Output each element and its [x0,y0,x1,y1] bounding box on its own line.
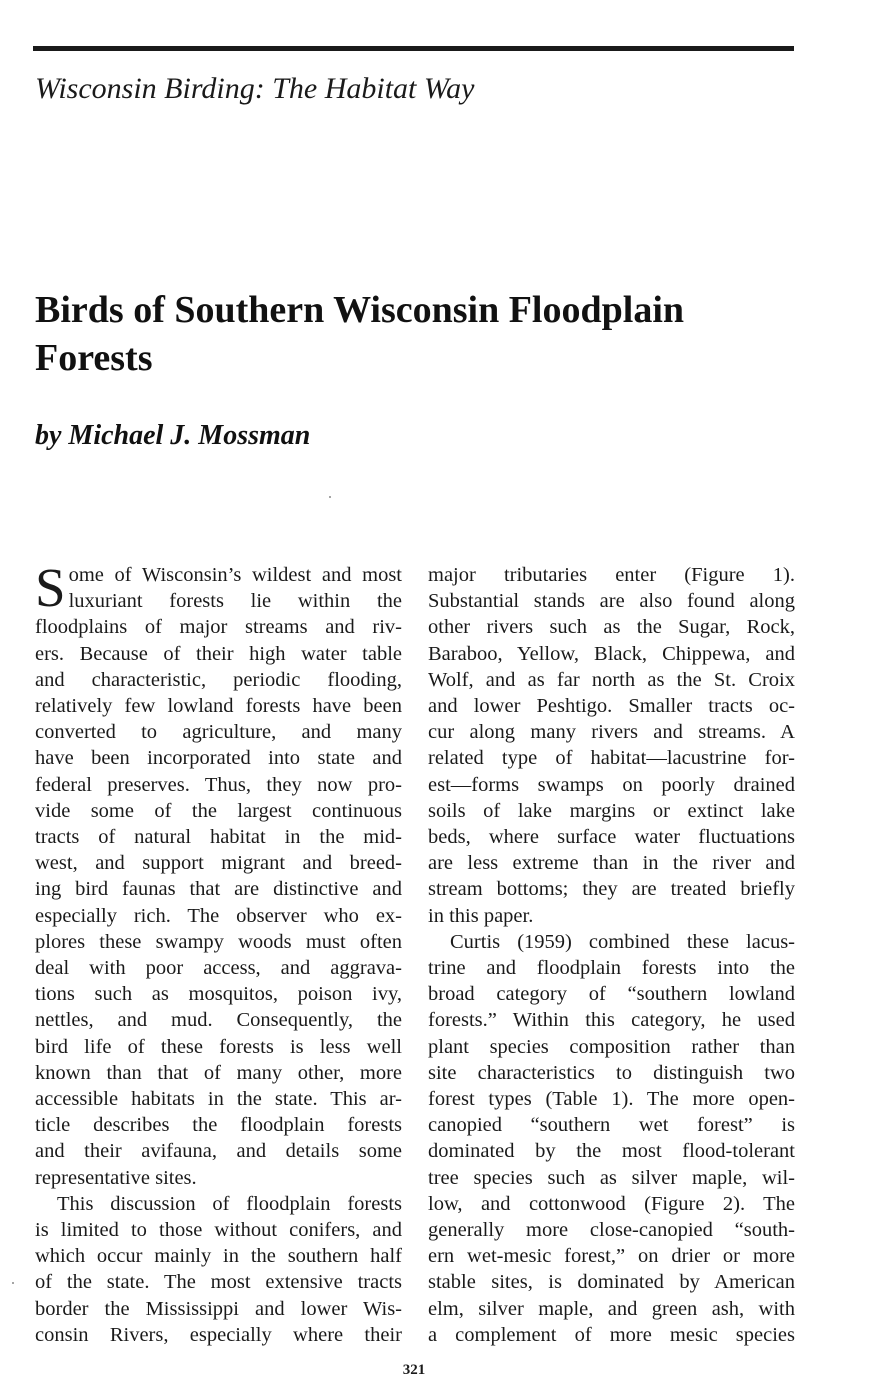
text-line: est—forms swamps on poorly drained [428,773,795,796]
text-line: forests.” Within this category, he used [428,1009,795,1032]
text-line: consin Rivers, especially where their [35,1323,402,1346]
left-column [35,557,402,1348]
text-line: Wolf, and as far north as the St. Croix [428,668,795,691]
text-line: ticle describes the floodplain forests [35,1114,402,1137]
text-line: deal with poor access, and aggrava- [35,957,402,980]
text-line: accessible habitats in the state. This ar- [35,1088,402,1111]
text-line: luxuriant forests lie within the [68,590,402,613]
text-line: trine and floodplain forests into the [428,957,795,980]
text-line: other rivers such as the Sugar, Rock, [428,616,795,639]
text-line: representative sites. [35,1166,197,1189]
right-column [428,562,795,1348]
text-line: dominated by the most flood-tolerant [428,1140,795,1163]
text-line: ers. Because of their high water table [35,642,402,665]
text-line: stream bottoms; they are treated briefly [428,878,795,901]
page-number: 321 [402,1362,426,1378]
text-line: generally more close-canopied “south- [428,1219,795,1242]
byline: by Michael J. Mossman [35,420,311,451]
text-line: in this paper. [428,904,534,927]
article-title [35,286,795,382]
text-line: and characteristic, periodic flooding, [35,668,402,691]
text-line: tions such as mosquitos, poison ivy, [35,983,402,1006]
text-line: This discussion of floodplain forests [57,1192,402,1215]
text-line: floodplains of major streams and riv- [35,616,402,639]
text-line: elm, silver maple, and green ash, with [428,1297,795,1320]
text-line: especially rich. The observer who ex- [35,904,402,927]
text-line: ome of Wisconsin’s wildest and most [68,564,402,586]
text-line: plores these swampy woods must often [35,930,402,953]
text-line: and lower Peshtigo. Smaller tracts oc- [428,695,795,718]
text-line: related type of habitat—lacustrine for- [428,747,795,770]
text-line: tracts of natural habitat in the mid- [35,826,402,849]
drop-cap: S [35,557,66,618]
text-line: site characteristics to distinguish two [428,1061,795,1084]
text-line: west, and support migrant and breed- [35,852,402,875]
title-line-2: Forests [35,337,153,379]
text-line: and their avifauna, and details some [35,1140,402,1163]
scan-speck [12,1282,14,1284]
text-line: which occur mainly in the southern half [35,1245,402,1268]
text-line: a complement of more mesic species [428,1323,795,1346]
text-line: tree species such as silver maple, wil- [428,1166,795,1189]
scan-speck [329,496,331,498]
series-title: Wisconsin Birding: The Habitat Way [35,72,475,105]
text-line: ing bird faunas that are distinctive and [35,878,402,901]
text-line: plant species composition rather than [428,1035,795,1058]
text-line: canopied “southern wet forest” is [428,1114,795,1137]
text-line: relatively few lowland forests have been [35,695,402,718]
text-line: is limited to those without conifers, and [35,1219,402,1242]
text-line: major tributaries enter (Figure 1). [428,564,795,586]
text-line: vide some of the largest continuous [35,799,402,822]
text-line: beds, where surface water fluctuations [428,826,795,849]
text-line: Substantial stands are also found along [428,590,795,613]
title-line-1: Birds of Southern Wisconsin Floodplain [35,289,685,331]
text-line: have been incorporated into state and [35,747,402,770]
text-line: nettles, and mud. Consequently, the [35,1009,402,1032]
text-line: converted to agriculture, and many [35,721,402,744]
text-line: of the state. The most extensive tracts [35,1271,402,1294]
text-line: soils of lake margins or extinct lake [428,799,795,822]
text-line: Curtis (1959) combined these lacus- [450,930,795,953]
text-line: ern wet-mesic forest,” on drier or more [428,1245,795,1268]
text-line: forest types (Table 1). The more open- [428,1088,795,1111]
header-rule [33,46,794,51]
text-line: bird life of these forests is less well [35,1035,402,1058]
text-line: broad category of “southern lowland [428,983,795,1006]
text-line: stable sites, is dominated by American [428,1271,795,1294]
text-line: are less extreme than in the river and [428,852,795,875]
text-line: border the Mississippi and lower Wis- [35,1297,402,1320]
text-line: federal preserves. Thus, they now pro- [35,773,402,796]
text-line: cur along many rivers and streams. A [428,721,795,744]
text-line: low, and cottonwood (Figure 2). The [428,1192,795,1215]
text-line: Baraboo, Yellow, Black, Chippewa, and [428,642,795,665]
text-line: known than that of many other, more [35,1061,402,1084]
